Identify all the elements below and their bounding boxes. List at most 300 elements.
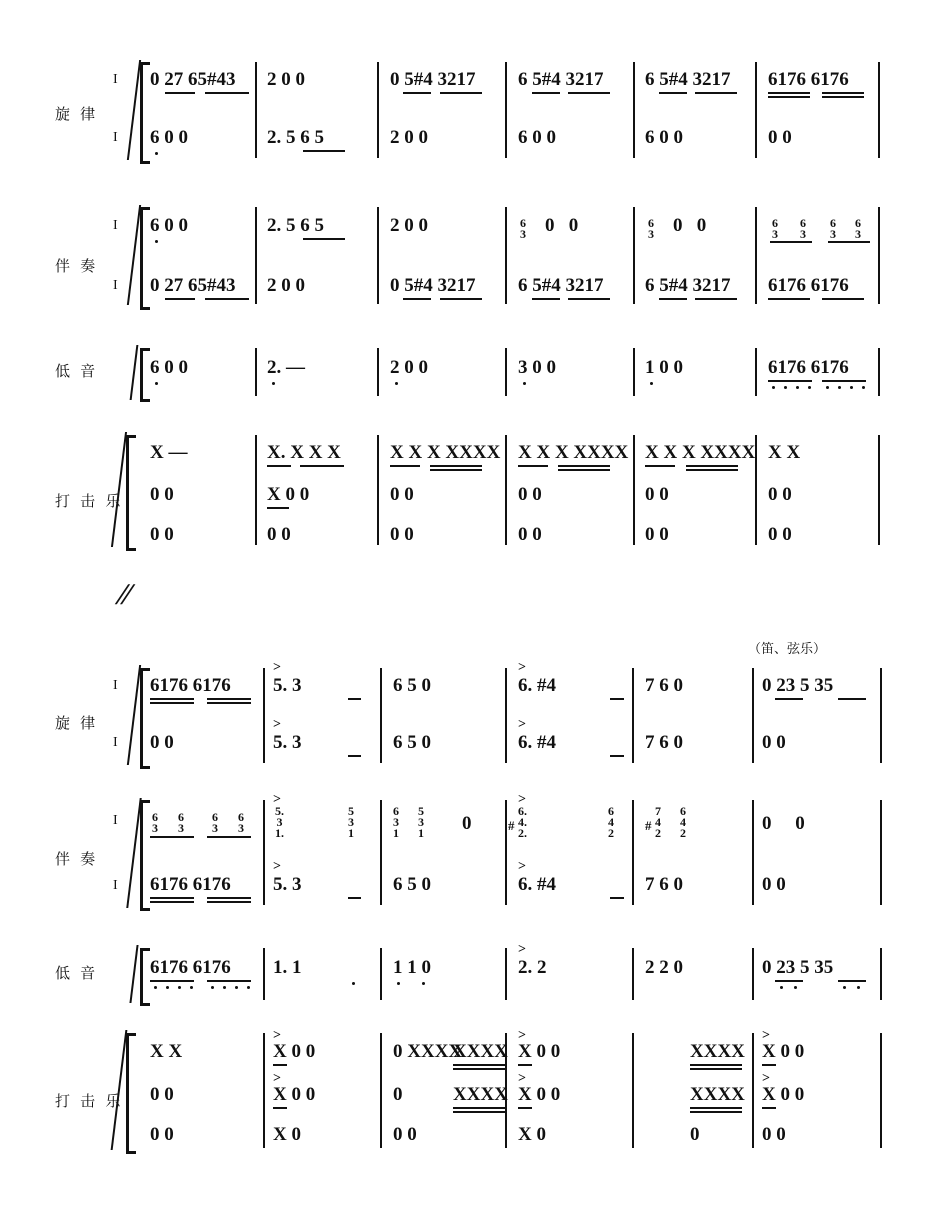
group-label-accompaniment-2: 伴 奏	[55, 851, 99, 868]
beam	[207, 897, 251, 899]
measure-notes: 2. —	[267, 357, 305, 378]
measure-notes: 0	[690, 1124, 700, 1145]
beam	[558, 469, 610, 471]
accent-mark: >	[273, 660, 281, 675]
chord-stack: 6 4 2	[680, 804, 686, 840]
beam	[348, 698, 361, 700]
measure-notes: 2. 5 6 5	[267, 127, 324, 148]
accent-mark: >	[518, 792, 526, 807]
beam	[207, 702, 251, 704]
chord-stack: 6 4 2	[608, 804, 614, 840]
measure-notes: 6176 6176	[768, 275, 849, 296]
measure-notes: 1. 1	[273, 957, 302, 978]
measure-notes: 5. 3	[273, 874, 302, 895]
group-label-percussion-1: 打 击 乐	[55, 493, 124, 510]
octave-dot	[796, 386, 799, 389]
measure-notes: 0 XXXX	[393, 1041, 463, 1062]
measure-notes: 0	[393, 1084, 403, 1105]
measure-notes: X X	[150, 1041, 183, 1062]
barline	[505, 435, 507, 545]
chord-stack: 6. 4. 2.	[518, 804, 527, 840]
measure-notes: 0 0	[518, 524, 542, 545]
measure-notes: 0	[462, 813, 472, 834]
measure-notes: 0 0	[762, 874, 786, 895]
measure-notes: 6176 6176	[150, 675, 231, 696]
accent-mark: >	[518, 1028, 526, 1043]
octave-dot	[772, 386, 775, 389]
beam	[768, 380, 812, 382]
measure-notes: X X	[768, 442, 801, 463]
measure-notes: 0 0	[673, 215, 707, 236]
beam	[273, 1064, 287, 1066]
measure-notes: 0 0	[150, 484, 174, 505]
measure-notes: 6 0 0	[150, 357, 188, 378]
beam	[205, 92, 249, 94]
barline	[263, 1033, 265, 1148]
measure-notes: 0 5#4 3217	[390, 275, 476, 296]
octave-dot	[808, 386, 811, 389]
measure-notes: 0 0	[762, 732, 786, 753]
measure-notes: 6 0 0	[150, 215, 188, 236]
octave-dot	[843, 986, 846, 989]
measure-notes: 2 0 0	[267, 275, 305, 296]
beam	[695, 298, 737, 300]
measure-notes: X X X XXXX	[390, 442, 501, 463]
barline	[880, 1033, 882, 1148]
measure-notes: 0 0	[645, 484, 669, 505]
measure-notes: X X X XXXX	[518, 442, 629, 463]
barline	[633, 62, 635, 158]
accent-mark: >	[518, 717, 526, 732]
accidental-sharp: #	[645, 818, 652, 833]
beam	[518, 1107, 532, 1109]
beam	[150, 702, 194, 704]
barline	[377, 207, 379, 304]
beam	[770, 241, 812, 243]
measure-notes: X. X X X	[267, 442, 341, 463]
group-brace-melody-2	[140, 668, 150, 769]
measure-notes: 0 0	[150, 524, 174, 545]
barline	[380, 1033, 382, 1148]
octave-dot	[784, 386, 787, 389]
measure-notes: 0 0	[768, 127, 792, 148]
barline	[505, 62, 507, 158]
measure-notes: X 0 0	[518, 1041, 561, 1062]
beam	[822, 96, 864, 98]
measure-notes: X 0 0	[762, 1084, 805, 1105]
octave-dot	[178, 986, 181, 989]
measure-notes: 0 23 5 35	[762, 675, 834, 696]
beam	[267, 465, 291, 467]
octave-dot	[862, 386, 865, 389]
measure-notes: 6. #4	[518, 675, 556, 696]
octave-dot	[272, 382, 275, 385]
beam	[150, 698, 194, 700]
measure-notes: 6 5 0	[393, 732, 431, 753]
barline	[633, 435, 635, 545]
beam	[440, 92, 482, 94]
barline	[752, 1033, 754, 1148]
group-label-accompaniment-1: 伴 奏	[55, 258, 99, 275]
barline	[632, 1033, 634, 1148]
measure-notes: X 0	[273, 1124, 301, 1145]
octave-dot	[650, 382, 653, 385]
barline	[752, 668, 754, 763]
measure-notes: 6 0 0	[150, 127, 188, 148]
measure-notes: 0 0	[762, 1124, 786, 1145]
part-number: I	[113, 735, 118, 750]
barline	[880, 948, 882, 1000]
barline	[878, 435, 880, 545]
beam	[838, 980, 866, 982]
measure-notes: 0 0	[518, 484, 542, 505]
barline	[632, 948, 634, 1000]
measure-notes: 0 27 65#43	[150, 69, 236, 90]
group-brace-accompaniment-2	[140, 800, 150, 911]
barline	[755, 62, 757, 158]
chord-stack: 5. 3 1.	[275, 804, 284, 840]
measure-notes: 6176 6176	[150, 874, 231, 895]
measure-notes: X 0 0	[273, 1084, 316, 1105]
measure-notes: 2 2 0	[645, 957, 683, 978]
beam	[303, 150, 345, 152]
chord-stack: 6 3	[830, 216, 836, 241]
beam	[828, 241, 870, 243]
measure-notes: 0 0	[150, 1124, 174, 1145]
chord-stack: 6 3	[238, 810, 244, 835]
measure-notes: 6 5#4 3217	[518, 275, 604, 296]
beam	[518, 1064, 532, 1066]
barline	[377, 62, 379, 158]
measure-notes: X 0 0	[267, 484, 310, 505]
measure-notes: 2. 5 6 5	[267, 215, 324, 236]
measure-notes: XXXX	[453, 1041, 508, 1062]
group-label-percussion-2: 打 击 乐	[55, 1093, 124, 1110]
beam	[207, 836, 251, 838]
octave-dot	[166, 986, 169, 989]
instrument-annotation: （笛、弦乐）	[748, 641, 827, 656]
octave-dot	[352, 982, 355, 985]
measure-notes: 0 0	[762, 813, 805, 834]
accidental-sharp: #	[508, 818, 515, 833]
accent-mark: >	[518, 660, 526, 675]
beam	[390, 465, 420, 467]
measure-notes: 0 0	[768, 484, 792, 505]
barline	[878, 207, 880, 304]
part-number: I	[113, 130, 118, 145]
beam	[403, 92, 431, 94]
beam	[453, 1068, 505, 1070]
barline	[263, 800, 265, 905]
barline	[505, 668, 507, 763]
measure-notes: 7 6 0	[645, 874, 683, 895]
measure-notes: 2 0 0	[267, 69, 305, 90]
octave-dot	[397, 982, 400, 985]
beam	[348, 755, 361, 757]
beam	[775, 698, 803, 700]
barline	[505, 348, 507, 396]
barline	[505, 800, 507, 905]
beam	[659, 298, 687, 300]
beam	[768, 298, 810, 300]
beam	[150, 897, 194, 899]
measure-notes: 0 0	[390, 524, 414, 545]
beam	[532, 298, 560, 300]
octave-dot	[850, 386, 853, 389]
measure-notes: 6 0 0	[518, 127, 556, 148]
measure-notes: X 0	[518, 1124, 546, 1145]
beam	[822, 92, 864, 94]
beam	[695, 92, 737, 94]
group-brace-bass-2	[140, 948, 150, 1006]
barline	[633, 348, 635, 396]
octave-dot	[780, 986, 783, 989]
measure-notes: 0 0	[267, 524, 291, 545]
beam	[267, 507, 289, 509]
measure-notes: 0 0	[545, 215, 579, 236]
measure-notes: 5. 3	[273, 732, 302, 753]
group-brace-percussion-2	[126, 1033, 136, 1154]
barline	[755, 348, 757, 396]
measure-notes: XXXX	[690, 1041, 745, 1062]
group-label-melody-1: 旋 律	[55, 106, 99, 123]
measure-notes: 2 0 0	[390, 127, 428, 148]
barline	[255, 348, 257, 396]
beam	[768, 92, 810, 94]
octave-dot	[422, 982, 425, 985]
beam	[610, 755, 624, 757]
beam	[610, 698, 624, 700]
measure-notes: 7 6 0	[645, 675, 683, 696]
octave-dot	[190, 986, 193, 989]
measure-notes: 0 0	[150, 732, 174, 753]
barline	[377, 348, 379, 396]
beam	[775, 980, 803, 982]
chord-stack: 6 3	[648, 216, 654, 241]
beam	[762, 1064, 776, 1066]
beam	[205, 298, 249, 300]
measure-notes: 6 5#4 3217	[645, 69, 731, 90]
beam	[403, 298, 431, 300]
beam	[348, 897, 361, 899]
accent-mark: >	[762, 1028, 770, 1043]
octave-dot	[857, 986, 860, 989]
barline	[255, 207, 257, 304]
measure-notes: 0 0	[645, 524, 669, 545]
group-label-bass-2: 低 音	[55, 965, 99, 982]
beam	[610, 897, 624, 899]
accent-mark: >	[273, 859, 281, 874]
beam	[150, 980, 194, 982]
measure-notes: 6 5 0	[393, 675, 431, 696]
system-line	[130, 345, 139, 400]
accent-mark: >	[273, 717, 281, 732]
measure-notes: 6. #4	[518, 874, 556, 895]
part-number: I	[113, 813, 118, 828]
measure-notes: 0 27 65#43	[150, 275, 236, 296]
beam	[568, 92, 610, 94]
group-brace-bass-1	[140, 348, 150, 402]
beam	[453, 1111, 505, 1113]
barline	[380, 948, 382, 1000]
group-brace-melody-1	[140, 62, 150, 164]
barline	[752, 800, 754, 905]
barline	[878, 348, 880, 396]
octave-dot	[235, 986, 238, 989]
beam	[150, 836, 194, 838]
measure-notes: 3 0 0	[518, 357, 556, 378]
barline	[632, 668, 634, 763]
beam	[822, 298, 864, 300]
beam	[568, 298, 610, 300]
octave-dot	[155, 382, 158, 385]
chord-stack: 5 3 1	[418, 804, 424, 840]
measure-notes: X —	[150, 442, 188, 463]
accent-mark: >	[518, 859, 526, 874]
barline	[380, 800, 382, 905]
measure-notes: X 0 0	[273, 1041, 316, 1062]
beam	[690, 1107, 742, 1109]
octave-dot	[223, 986, 226, 989]
group-brace-percussion-1	[126, 435, 136, 551]
measure-notes: 1 0 0	[645, 357, 683, 378]
octave-dot	[247, 986, 250, 989]
measure-notes: 6 5#4 3217	[518, 69, 604, 90]
beam	[440, 298, 482, 300]
chord-stack: 6 3	[152, 810, 158, 835]
measure-notes: 0 23 5 35	[762, 957, 834, 978]
part-number: I	[113, 878, 118, 893]
accent-mark: >	[518, 1071, 526, 1086]
beam	[690, 1064, 742, 1066]
chord-stack: 6 3	[520, 216, 526, 241]
barline	[263, 948, 265, 1000]
barline	[880, 668, 882, 763]
measure-notes: XXXX	[690, 1084, 745, 1105]
beam	[453, 1064, 505, 1066]
system-line	[129, 945, 138, 1003]
octave-dot	[523, 382, 526, 385]
measure-notes: X 0 0	[762, 1041, 805, 1062]
octave-dot	[155, 152, 158, 155]
barline	[633, 207, 635, 304]
octave-dot	[395, 382, 398, 385]
beam	[659, 92, 687, 94]
measure-notes: 6. #4	[518, 732, 556, 753]
measure-notes: 6176 6176	[768, 69, 849, 90]
measure-notes: 0 5#4 3217	[390, 69, 476, 90]
barline	[755, 207, 757, 304]
measure-notes: 0 0	[768, 524, 792, 545]
measure-notes: 0 0	[150, 1084, 174, 1105]
beam	[762, 1107, 776, 1109]
beam	[690, 1068, 742, 1070]
measure-notes: 6176 6176	[150, 957, 231, 978]
chord-stack: 6 3	[800, 216, 806, 241]
beam	[207, 698, 251, 700]
measure-notes: 0 0	[390, 484, 414, 505]
barline	[255, 62, 257, 158]
chord-stack: 6 3 1	[393, 804, 399, 840]
beam	[207, 980, 251, 982]
group-label-bass-1: 低 音	[55, 363, 99, 380]
measure-notes: 2 0 0	[390, 215, 428, 236]
barline	[878, 62, 880, 158]
beam	[686, 469, 738, 471]
beam	[453, 1107, 505, 1109]
chord-stack: 7 4 2	[655, 804, 661, 840]
barline	[255, 435, 257, 545]
chord-stack: 6 3	[212, 810, 218, 835]
beam	[686, 465, 738, 467]
part-number: I	[113, 278, 118, 293]
accent-mark: >	[518, 942, 526, 957]
beam	[150, 901, 194, 903]
octave-dot	[154, 986, 157, 989]
part-number: I	[113, 72, 118, 87]
measure-notes: 0 0	[393, 1124, 417, 1145]
beam	[822, 380, 866, 382]
beam	[558, 465, 610, 467]
beam	[518, 465, 548, 467]
part-number: I	[113, 678, 118, 693]
beam	[273, 1107, 287, 1109]
barline	[377, 435, 379, 545]
measure-notes: 7 6 0	[645, 732, 683, 753]
beam	[300, 465, 344, 467]
accent-mark: >	[273, 792, 281, 807]
octave-dot	[155, 240, 158, 243]
measure-notes: 2. 2	[518, 957, 547, 978]
measure-notes: 2 0 0	[390, 357, 428, 378]
beam	[207, 901, 251, 903]
beam	[532, 92, 560, 94]
barline	[752, 948, 754, 1000]
beam	[430, 469, 482, 471]
beam	[645, 465, 675, 467]
beam	[768, 96, 810, 98]
chord-stack: 6 3	[178, 810, 184, 835]
barline	[263, 668, 265, 763]
barline	[505, 948, 507, 1000]
system-line	[127, 205, 141, 305]
measure-notes: 6176 6176	[768, 357, 849, 378]
measure-notes: X 0 0	[518, 1084, 561, 1105]
measure-notes: X X X XXXX	[645, 442, 756, 463]
beam	[690, 1111, 742, 1113]
group-label-melody-2: 旋 律	[55, 715, 99, 732]
measure-notes: 1 1 0	[393, 957, 431, 978]
measure-notes: 6 0 0	[645, 127, 683, 148]
group-brace-accompaniment-1	[140, 207, 150, 310]
octave-dot	[211, 986, 214, 989]
system-line	[127, 60, 141, 160]
beam	[165, 92, 195, 94]
chord-stack: 5 3 1	[348, 804, 354, 840]
system-separator-mark: //	[112, 578, 135, 611]
chord-stack: 6 3	[855, 216, 861, 241]
accent-mark: >	[273, 1028, 281, 1043]
beam	[838, 698, 866, 700]
system-line	[127, 665, 141, 765]
barline	[505, 207, 507, 304]
beam	[165, 298, 195, 300]
beam	[303, 238, 345, 240]
accent-mark: >	[762, 1071, 770, 1086]
part-number: I	[113, 218, 118, 233]
measure-notes: 5. 3	[273, 675, 302, 696]
measure-notes: 6 5 0	[393, 874, 431, 895]
